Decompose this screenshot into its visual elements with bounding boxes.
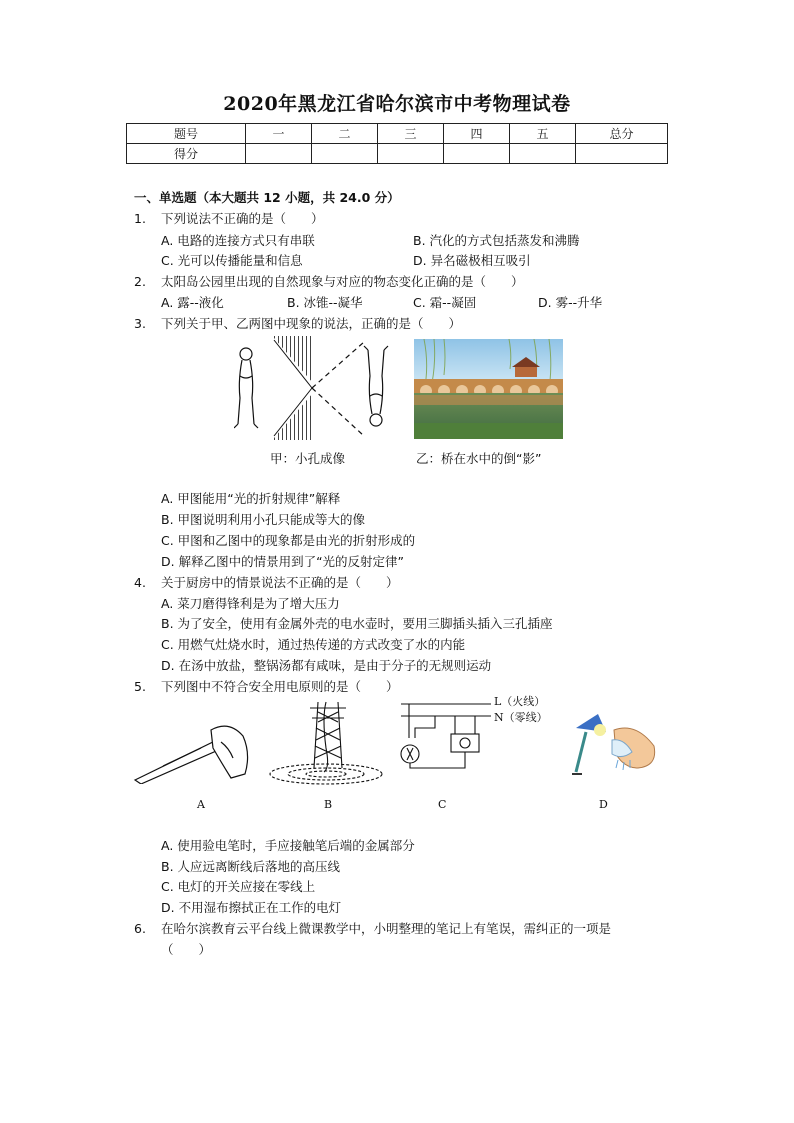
question-1 [134, 209, 324, 227]
option-d: D. 不用湿布擦拭正在工作的电灯 [161, 900, 342, 915]
question-6 [134, 919, 611, 937]
option-c: C. 光可以传播能量和信息 [161, 253, 303, 268]
desk-lamp-figure [566, 710, 662, 782]
option-a: A. 菜刀磨得锋利是为了增大压力 [161, 596, 340, 611]
question-stem: 下列说法不正确的是（ ） [161, 211, 324, 226]
score-cell[interactable] [444, 144, 510, 164]
option-c: C. 电灯的开关应接在零线上 [161, 879, 316, 894]
question-stem: 下列关于甲、乙两图中现象的说法，正确的是（ ） [161, 316, 462, 331]
figure-caption-left: 甲：小孔成像 [270, 451, 346, 466]
score-cell[interactable] [246, 144, 312, 164]
question-stem: 下列图中不符合安全用电原则的是（ ） [161, 679, 399, 694]
option-b: B. 为了安全，使用有金属外壳的电水壶时，要用三脚插头插入三孔插座 [161, 616, 553, 631]
option-d: D. 雾--升华 [538, 295, 603, 310]
question-number: 1. [134, 211, 146, 226]
option-c: C. 用燃气灶烧水时，通过热传递的方式改变了水的内能 [161, 637, 466, 652]
score-header-cell: 二 [312, 124, 378, 144]
question-number: 3. [134, 316, 146, 331]
score-header-cell: 五 [510, 124, 576, 144]
section-heading: 一、单选题（本大题共 12 小题，共 24.0 分） [134, 190, 400, 205]
score-cell[interactable] [378, 144, 444, 164]
score-table [126, 123, 668, 164]
option-a: A. 电路的连接方式只有串联 [161, 233, 315, 248]
option-a: A. 使用验电笔时，手应接触笔后端的金属部分 [161, 838, 415, 853]
score-cell[interactable] [576, 144, 668, 164]
option-b: B. 汽化的方式包括蒸发和沸腾 [413, 233, 580, 248]
option-c: C. 甲图和乙图中的现象都是由光的折射形成的 [161, 533, 416, 548]
question-5 [134, 677, 399, 695]
option-d: D. 解释乙图中的情景用到了“光的反射定律” [161, 554, 405, 569]
question-stem-continuation: （ ） [161, 942, 212, 957]
question-number: 4. [134, 575, 146, 590]
page-title: 2020年黑龙江省哈尔滨市中考物理试卷 [223, 93, 571, 115]
score-cell[interactable] [510, 144, 576, 164]
question-stem: 在哈尔滨教育云平台线上微课教学中，小明整理的笔记上有笔误，需纠正的一项是 [161, 921, 612, 936]
option-d: D. 在汤中放盐，整锅汤都有咸味，是由于分子的无规则运动 [161, 658, 492, 673]
neutral-wire-label: N（零线） [494, 711, 548, 724]
option-b: B. 人应远离断线后落地的高压线 [161, 859, 341, 874]
circuit-figure [395, 694, 495, 776]
question-2 [134, 272, 524, 290]
option-d: D. 异名磁极相互吸引 [413, 253, 531, 268]
option-c: C. 霜--凝固 [413, 295, 477, 310]
question-4 [134, 573, 399, 591]
option-a: A. 露--液化 [161, 295, 224, 310]
figure-caption-right: 乙：桥在水中的倒“影” [416, 451, 542, 466]
question-stem: 关于厨房中的情景说法不正确的是（ ） [161, 575, 399, 590]
question-number: 5. [134, 679, 146, 694]
live-wire-label: L（火线） [494, 695, 546, 708]
high-voltage-tower-figure [266, 698, 392, 788]
pinhole-figure [234, 336, 408, 440]
question-number: 2. [134, 274, 146, 289]
question-3 [134, 314, 461, 332]
bridge-photo [414, 339, 563, 439]
score-cell[interactable] [312, 144, 378, 164]
score-row-label: 得分 [127, 144, 246, 164]
figure-label-b: B [324, 798, 333, 811]
test-pen-figure [133, 718, 251, 784]
score-header-cell: 题号 [127, 124, 246, 144]
option-b: B. 甲图说明利用小孔只能成等大的像 [161, 512, 366, 527]
score-header-cell: 一 [246, 124, 312, 144]
question-stem: 太阳岛公园里出现的自然现象与对应的物态变化正确的是（ ） [161, 274, 524, 289]
score-header-cell: 四 [444, 124, 510, 144]
score-header-cell: 总分 [576, 124, 668, 144]
figure-label-d: D [599, 798, 608, 811]
figure-label-a: A [197, 798, 205, 811]
score-header-cell: 三 [378, 124, 444, 144]
figure-label-c: C [438, 798, 447, 811]
question-number: 6. [134, 921, 146, 936]
option-a: A. 甲图能用“光的折射规律”解释 [161, 491, 341, 506]
option-b: B. 冰锥--凝华 [287, 295, 363, 310]
